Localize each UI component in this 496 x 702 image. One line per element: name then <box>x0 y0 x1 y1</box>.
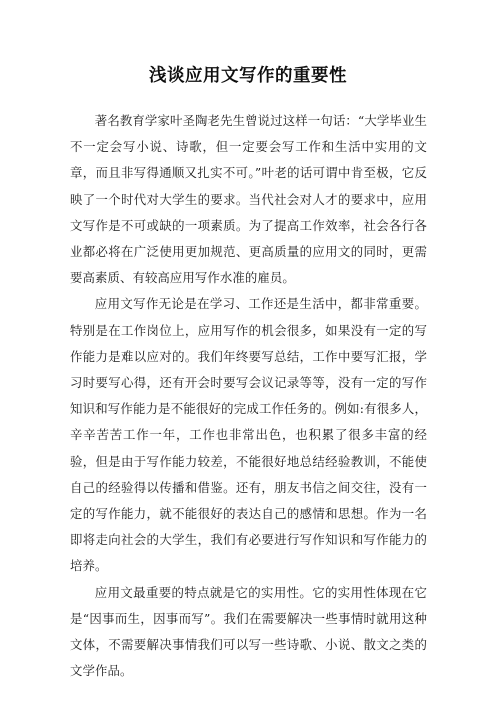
document-title: 浅谈应用文写作的重要性 <box>149 66 347 86</box>
paragraph-3: 应用文最重要的特点就是它的实用性。它的实用性体现在它是“因事而生，因事而写”。我们在需要解决一些事情时就用这种文体，不需要解决事情我们可以写一些诗歌、小说、散文之类的文学作品。 <box>70 584 427 679</box>
paragraph-2: 应用文写作无论是在学习、工作还是生活中，都非常重要。特别是在工作岗位上，应用写作的机会很多，如果没有一定的写作能力是难以应对的。我们年终要写总结，工作中要写汇报，学习时要写心得，还有开会时要写会议记录等等，没有一定的写作知识和写作能力是不能很好的完成工作任务的。例如:有很多人，辛辛苦苦工作一年，工作也非常出色，也积累了很多丰富的经验，但是由于写作能力较差，不能很好地总结经验教训，不能使自己的经验得以传播和借鉴。还有，朋友书信之间交往，没有一定的写作能力，就不能很好的表达自己的感情和思想。作为一名即将走向社会的大学生，我们有必要进行写作知识和写作能力的培养。 <box>70 296 427 574</box>
document-body <box>70 108 427 684</box>
paragraph-1: 著名教育学家叶圣陶老先生曾说过这样一句话：“大学毕业生不一定会写小说、诗歌，但一定要会写工作和生活中实用的文章，而且非写得通顺又扎实不可。”叶老的话可谓中肯至极，它反映了一个时代对大学生的要求。当代社会对人才的要求中，应用文写作是不可或缺的一项素质。为了提高工作效率，社会各行各业都必将在广泛使用更加规范、更高质量的应用文的同时，更需要高素质、有较高应用写作水准的雇员。 <box>70 113 427 286</box>
